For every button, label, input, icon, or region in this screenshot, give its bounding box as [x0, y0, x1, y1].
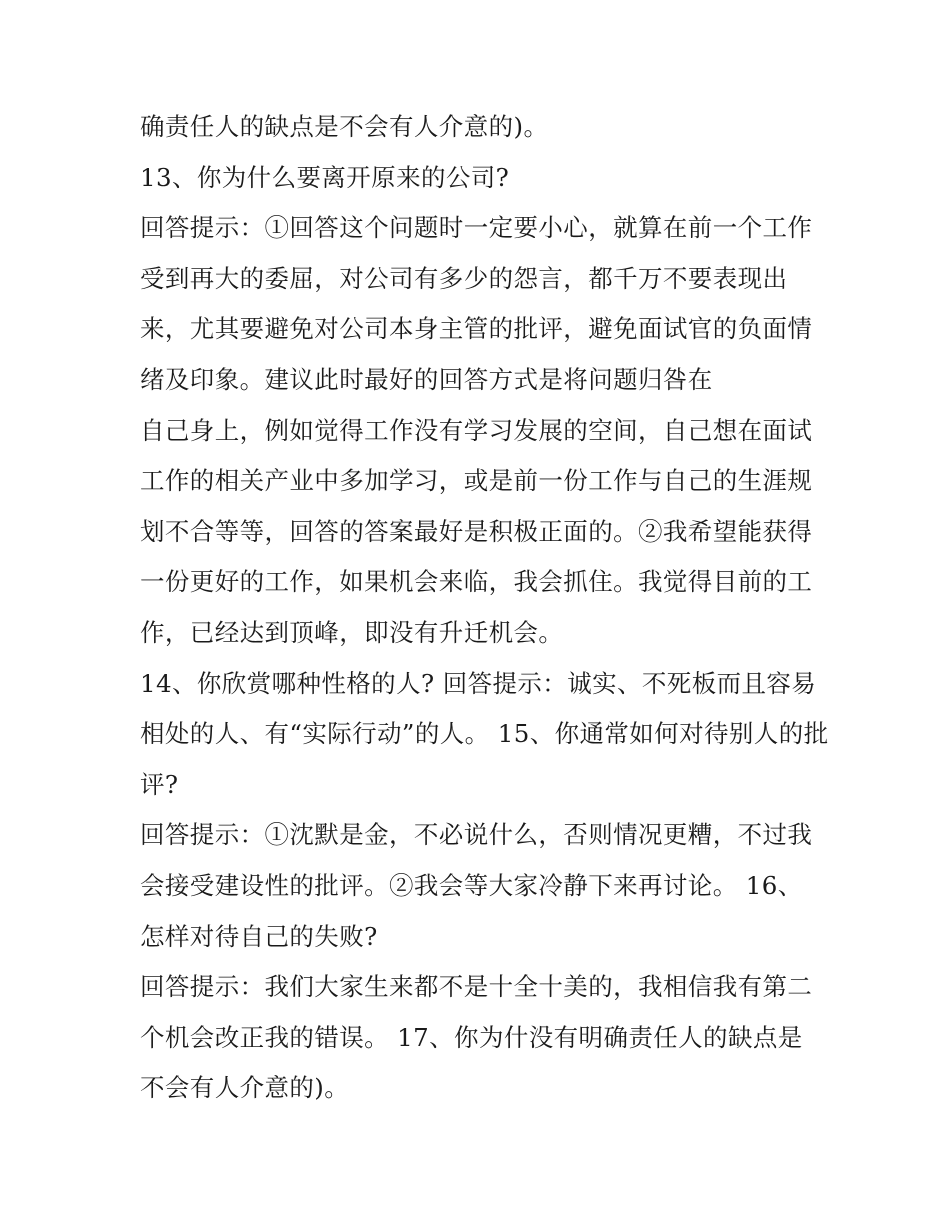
text-line: 划不合等等，回答的答案最好是积极正面的。②我希望能获得: [140, 516, 813, 546]
text-line: 不会有人介意的)。: [140, 1073, 350, 1103]
text-line: 一份更好的工作，如果机会来临，我会抓住。我觉得目前的工: [140, 567, 813, 597]
text-line: 自己身上，例如觉得工作没有学习发展的空间，自己想在面试: [140, 415, 813, 445]
text-line: 个机会改正我的错误。 17、你为什没有明确责任人的缺点是: [140, 1022, 803, 1052]
text-line: 回答提示：①回答这个问题时一定要小心，就算在前一个工作: [140, 213, 813, 243]
text-line: 相处的人、有“实际行动”的人。 15、你通常如何对待别人的批: [140, 719, 829, 749]
text-line: 作，已经达到顶峰，即没有升迁机会。: [140, 617, 564, 647]
text-line: 确责任人的缺点是不会有人介意的)。: [140, 112, 549, 141]
text-line: 绪及印象。建议此时最好的回答方式是将问题归咎在: [140, 364, 713, 394]
text-line: 怎样对待自己的失败?: [140, 921, 378, 951]
text-line: 回答提示：①沈默是金，不必说什么，否则情况更糟，不过我: [140, 820, 813, 850]
text-line: 会接受建设性的批评。②我会等大家冷静下来再讨论。 16、: [140, 870, 803, 900]
document-body: [140, 102, 830, 1114]
text-line: 来，尤其要避免对公司本身主管的批评，避免面试官的负面情: [140, 314, 813, 344]
text-line: 14、你欣赏哪种性格的人? 回答提示：诚实、不死板而且容易: [140, 668, 817, 698]
text-line: 受到再大的委屈，对公司有多少的怨言，都千万不要表现出: [140, 263, 788, 293]
text-line: 评?: [140, 769, 179, 799]
text-line: 工作的相关产业中多加学习，或是前一份工作与自己的生涯规: [140, 466, 813, 496]
text-line: 13、你为什么要离开原来的公司?: [140, 162, 510, 192]
text-line: 回答提示：我们大家生来都不是十全十美的，我相信我有第二: [140, 972, 813, 1002]
